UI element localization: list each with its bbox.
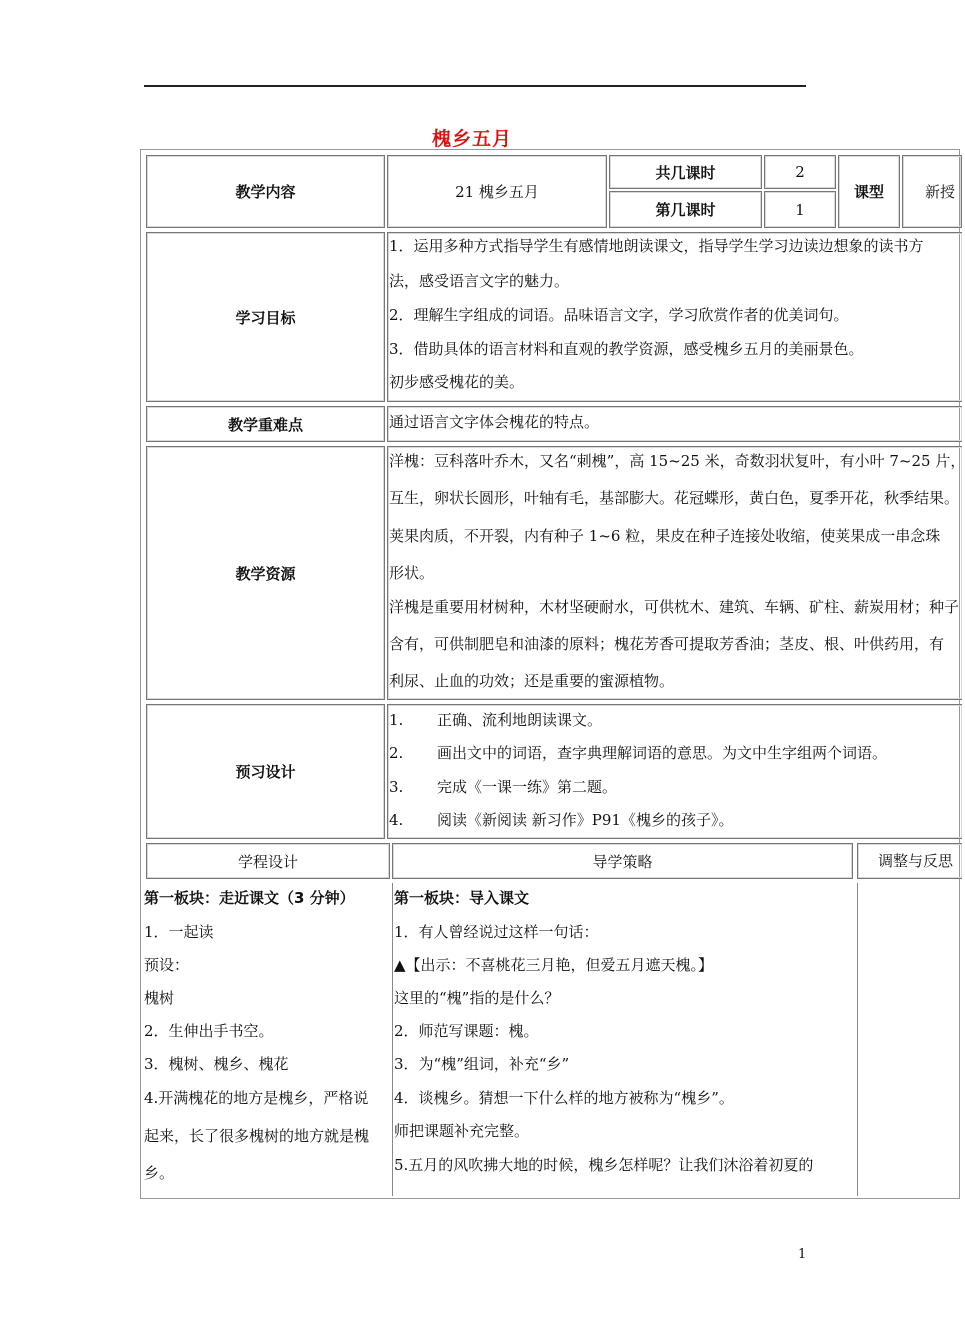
col2-line: 1．有人曾经说过这样一句话： (394, 923, 599, 941)
preview-item-number: 1. (389, 711, 404, 729)
process-header-col3 (857, 843, 962, 879)
goal-line: 法，感受语言文字的魅力。 (389, 272, 570, 290)
preview-item-text: 正确、流利地朗读课文。 (437, 711, 603, 729)
header-rule (144, 85, 806, 87)
col1-line: 2．生伸出手书空。 (144, 1022, 274, 1040)
preview-item-text: 画出文中的词语，查字典理解词语的意思。为文中生字组两个词语。 (437, 744, 888, 762)
period-no-label: 第几课时 (655, 201, 716, 219)
key-points-label: 教学重难点 (227, 415, 303, 434)
process-header-col2 (392, 843, 853, 879)
document-title: 槐乡五月 (432, 128, 513, 150)
goal-line: 3．借助具体的语言材料和直观的教学资源，感受槐乡五月的美丽景色。 (389, 340, 864, 358)
key-points-label-cell (146, 406, 385, 442)
goal-line: 2．理解生字组成的词语。品味语言文字，学习欣赏作者的优美词句。 (389, 306, 849, 324)
col2-line: 3．为“槐”组词，补充“乡” (394, 1055, 570, 1073)
page-number: 1 (798, 1247, 807, 1262)
type-label: 课型 (853, 183, 884, 201)
col2-heading: 第一板块：导入课文 (394, 889, 530, 907)
type-label-cell (838, 155, 900, 228)
preview-item-number: 4. (389, 811, 404, 829)
resource-line: 洋槐：豆科落叶乔木，又名“刺槐”，高 15~25 米，奇数羽状复叶，有小叶 7~25 片， (389, 452, 965, 470)
resource-line: 含有，可供制肥皂和油漆的原料；槐花芳香可提取芳香油；茎皮、根、叶供药用，有 (389, 635, 945, 653)
col1-line: 起来，长了很多槐树的地方就是槐 (144, 1127, 370, 1145)
resources-label-cell (146, 446, 385, 700)
col1-line: 槐树 (144, 989, 175, 1007)
resource-line: 形状。 (389, 564, 435, 582)
col1-heading: 第一板块：走近课文（3 分钟） (144, 889, 355, 907)
period-no-value-cell (764, 191, 836, 228)
preview-label-cell (146, 704, 385, 839)
type-value: 新授 (925, 183, 956, 201)
process-header-col1-label: 学程设计 (237, 852, 298, 871)
process-divider-1 (392, 883, 393, 1196)
goal-line: 初步感受槐花的美。 (389, 373, 525, 391)
resource-line: 互生，卵状长圆形，叶轴有毛，基部膨大。花冠蝶形，黄白色，夏季开花，秋季结果。 (389, 489, 960, 507)
total-periods-value: 2 (795, 163, 805, 181)
resources-content-cell (387, 446, 962, 700)
goals-label-cell (146, 232, 385, 402)
key-points-text: 通过语言文字体会槐花的特点。 (389, 413, 600, 431)
process-header-col3-label: 调整与反思 (878, 852, 954, 870)
content-value: 21 槐乡五月 (455, 183, 539, 201)
col1-line: 乡。 (144, 1164, 175, 1182)
content-value-cell (387, 155, 607, 228)
resource-line: 利尿、止血的功效；还是重要的蜜源植物。 (389, 672, 675, 690)
goal-line: 1．运用多种方式指导学生有感情地朗读课文，指导学生学习边读边想象的读书方 (389, 237, 924, 255)
resources-label: 教学资源 (235, 564, 296, 583)
col2-line: 师把课题补充完整。 (394, 1122, 530, 1140)
col1-line: 预设： (144, 956, 190, 974)
process-divider-2 (857, 883, 858, 1196)
type-value-cell (902, 155, 962, 228)
preview-item-number: 2. (389, 744, 404, 762)
preview-label: 预习设计 (235, 763, 296, 781)
col2-line: 这里的“槐”指的是什么？ (394, 989, 560, 1007)
total-periods-label-cell (609, 155, 762, 189)
content-label: 教学内容 (235, 183, 296, 201)
col2-line: 5.五月的风吹拂大地的时候，槐乡怎样呢？让我们沐浴着初夏的 (394, 1156, 814, 1174)
process-header-col2-label: 导学策略 (592, 852, 653, 871)
col2-line: ▲【出示：不喜桃花三月艳，但爱五月遮天槐。】 (394, 956, 714, 974)
resource-line: 荚果肉质，不开裂，内有种子 1~6 粒，果皮在种子连接处收缩，使荚果成一串念珠 (389, 527, 941, 545)
col2-line: 2．师范写课题：槐。 (394, 1022, 539, 1040)
preview-item-text: 阅读《新阅读 新习作》P91《槐乡的孩子》。 (437, 811, 734, 829)
col1-line: 4.开满槐花的地方是槐乡，严格说 (144, 1089, 369, 1107)
resource-line: 洋槐是重要用材树种，木材坚硬耐水，可供枕木、建筑、车辆、矿柱、薪炭用材；种子 (389, 598, 960, 616)
goals-label: 学习目标 (235, 308, 296, 327)
total-periods-label: 共几课时 (655, 163, 716, 182)
content-label-cell (146, 155, 385, 228)
total-periods-value-cell (764, 155, 836, 189)
process-header-col1 (146, 843, 390, 879)
col1-line: 1．一起读 (144, 923, 214, 941)
period-no-label-cell (609, 191, 762, 228)
period-no-value: 1 (795, 200, 805, 219)
preview-item-number: 3. (389, 778, 404, 796)
col1-line: 3．槐树、槐乡、槐花 (144, 1055, 289, 1073)
col2-line: 4．谈槐乡。猜想一下什么样的地方被称为“槐乡”。 (394, 1089, 734, 1107)
preview-item-text: 完成《一课一练》第二题。 (437, 778, 618, 796)
